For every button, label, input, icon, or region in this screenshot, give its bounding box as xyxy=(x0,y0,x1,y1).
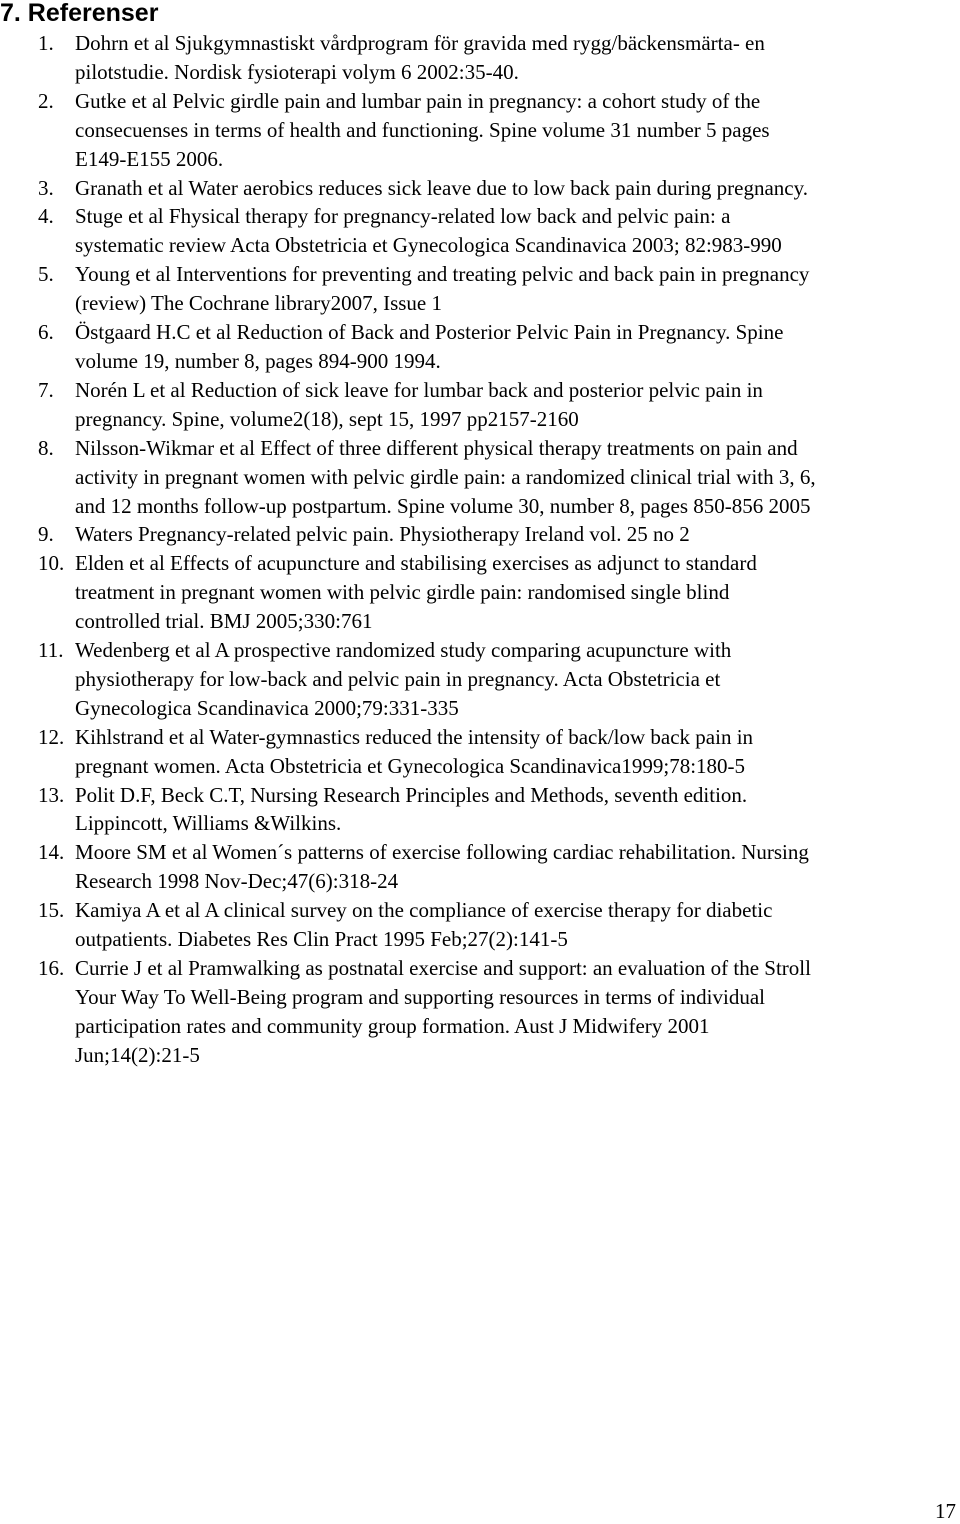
reference-text-line: Currie J et al Pramwalking as postnatal exercise and support: an evaluation of the Stroll xyxy=(75,956,811,980)
reference-number: 4. xyxy=(38,204,54,229)
reference-text-line: pregnancy. Spine, volume2(18), sept 15, 1997 pp2157-2160 xyxy=(75,406,579,431)
reference-number: 3. xyxy=(38,175,54,200)
reference-number: 5. xyxy=(38,262,54,287)
reference-number: 7. xyxy=(38,377,54,402)
reference-text-line: Granath et al Water aerobics reduces sick leave due to low back pain during pregnancy. xyxy=(75,175,809,200)
reference-text-line: Young et al Interventions for preventing and treating pelvic and back pain in pregnancy xyxy=(75,262,810,287)
reference-number: 9. xyxy=(38,522,54,547)
reference-text-line: Moore SM et al Women´s patterns of exercise following cardiac rehabilitation. Nursing xyxy=(75,840,809,865)
reference-number: 14. xyxy=(38,840,65,865)
reference-text-line: outpatients. Diabetes Res Clin Pract 1995 Feb;27(2):141-5 xyxy=(75,927,568,952)
reference-text-line: Dohrn et al Sjukgymnastiskt vårdprogram för gravida med rygg/bäckensmärta- en xyxy=(75,31,765,55)
reference-number: 10. xyxy=(38,551,65,576)
reference-text-line: Lippincott, Williams &Wilkins. xyxy=(75,811,342,836)
reference-text-line: Elden et al Effects of acupuncture and stabilising exercises as adjunct to standard xyxy=(75,551,757,576)
reference-text-line: Norén L et al Reduction of sick leave for lumbar back and posterior pelvic pain in xyxy=(75,377,763,402)
reference-text-line: Gutke et al Pelvic girdle pain and lumbar pain in pregnancy: a cohort study of the xyxy=(75,88,761,113)
reference-number: 16. xyxy=(38,956,65,980)
reference-item xyxy=(0,636,958,723)
reference-text-line: Waters Pregnancy-related pelvic pain. Physiotherapy Ireland vol. 25 no 2 xyxy=(75,522,690,547)
reference-text-line: E149-E155 2006. xyxy=(75,146,224,171)
reference-number: 12. xyxy=(38,724,65,749)
reference-text-line: Östgaard H.C et al Reduction of Back and Posterior Pelvic Pain in Pregnancy. Spine xyxy=(75,320,784,345)
reference-text-line: Your Way To Well-Being program and supporting resources in terms of individual xyxy=(75,984,766,1009)
reference-text-line: pregnant women. Acta Obstetricia et Gynecologica Scandinavica1999;78:180-5 xyxy=(75,753,746,778)
reference-text-line: systematic review Acta Obstetricia et Gynecologica Scandinavica 2003; 82:983-990 xyxy=(75,233,782,258)
reference-text-line: Gynecologica Scandinavica 2000;79:331-335 xyxy=(75,695,459,720)
reference-text-line: physiotherapy for low-back and pelvic pain in pregnancy. Acta Obstetricia et xyxy=(75,666,721,691)
reference-item xyxy=(0,318,958,376)
reference-text-line: Stuge et al Fhysical therapy for pregnancy-related low back and pelvic pain: a xyxy=(75,204,731,229)
reference-list xyxy=(0,29,958,1070)
reference-text-line: consecuenses in terms of health and functioning. Spine volume 31 number 5 pages xyxy=(75,117,770,142)
reference-text-line: controlled trial. BMJ 2005;330:761 xyxy=(75,609,373,634)
reference-text-line: (review) The Cochrane library2007, Issue 1 xyxy=(75,291,442,316)
reference-item xyxy=(0,29,958,87)
section-heading: 7. Referenser xyxy=(0,0,159,27)
reference-item xyxy=(0,520,958,549)
reference-text-line: participation rates and community group formation. Aust J Midwifery 2001 xyxy=(75,1013,710,1038)
reference-item xyxy=(0,838,958,896)
reference-number: 13. xyxy=(38,782,65,807)
reference-item xyxy=(0,434,958,521)
reference-text-line: Nilsson-Wikmar et al Effect of three different physical therapy treatments on pain and xyxy=(75,435,798,460)
reference-item xyxy=(0,376,958,434)
reference-number: 15. xyxy=(38,898,65,923)
reference-text-line: pilotstudie. Nordisk fysioterapi volym 6 2002:35-40. xyxy=(75,59,519,84)
reference-text-line: volume 19, number 8, pages 894-900 1994. xyxy=(75,348,441,373)
reference-item xyxy=(0,174,958,203)
page-number: 17 xyxy=(935,1499,956,1523)
reference-text-line: Kihlstrand et al Water-gymnastics reduced the intensity of back/low back pain in xyxy=(75,724,754,749)
reference-item xyxy=(0,549,958,636)
reference-number: 2. xyxy=(38,88,54,113)
reference-text-line: treatment in pregnant women with pelvic girdle pain: randomised single blind xyxy=(75,580,730,605)
reference-item xyxy=(0,954,958,1070)
reference-text-line: Kamiya A et al A clinical survey on the compliance of exercise therapy for diabetic xyxy=(75,898,773,923)
reference-text-line: and 12 months follow-up postpartum. Spine volume 30, number 8, pages 850-856 2005 xyxy=(75,493,811,518)
reference-item xyxy=(0,260,958,318)
reference-number: 11. xyxy=(38,638,64,663)
reference-text-line: Research 1998 Nov-Dec;47(6):318-24 xyxy=(75,869,399,894)
reference-text-line: Wedenberg et al A prospective randomized study comparing acupuncture with xyxy=(75,638,732,663)
reference-number: 8. xyxy=(38,435,54,460)
reference-number: 6. xyxy=(38,320,54,345)
reference-item xyxy=(0,87,958,174)
reference-text-line: Jun;14(2):21-5 xyxy=(75,1042,200,1067)
reference-item xyxy=(0,781,958,839)
reference-text-line: Polit D.F, Beck C.T, Nursing Research Principles and Methods, seventh edition. xyxy=(75,782,748,807)
reference-item xyxy=(0,723,958,781)
reference-item xyxy=(0,202,958,260)
reference-number: 1. xyxy=(38,31,54,55)
reference-text-line: activity in pregnant women with pelvic girdle pain: a randomized clinical trial with 3, 6, xyxy=(75,464,816,489)
reference-item xyxy=(0,896,958,954)
